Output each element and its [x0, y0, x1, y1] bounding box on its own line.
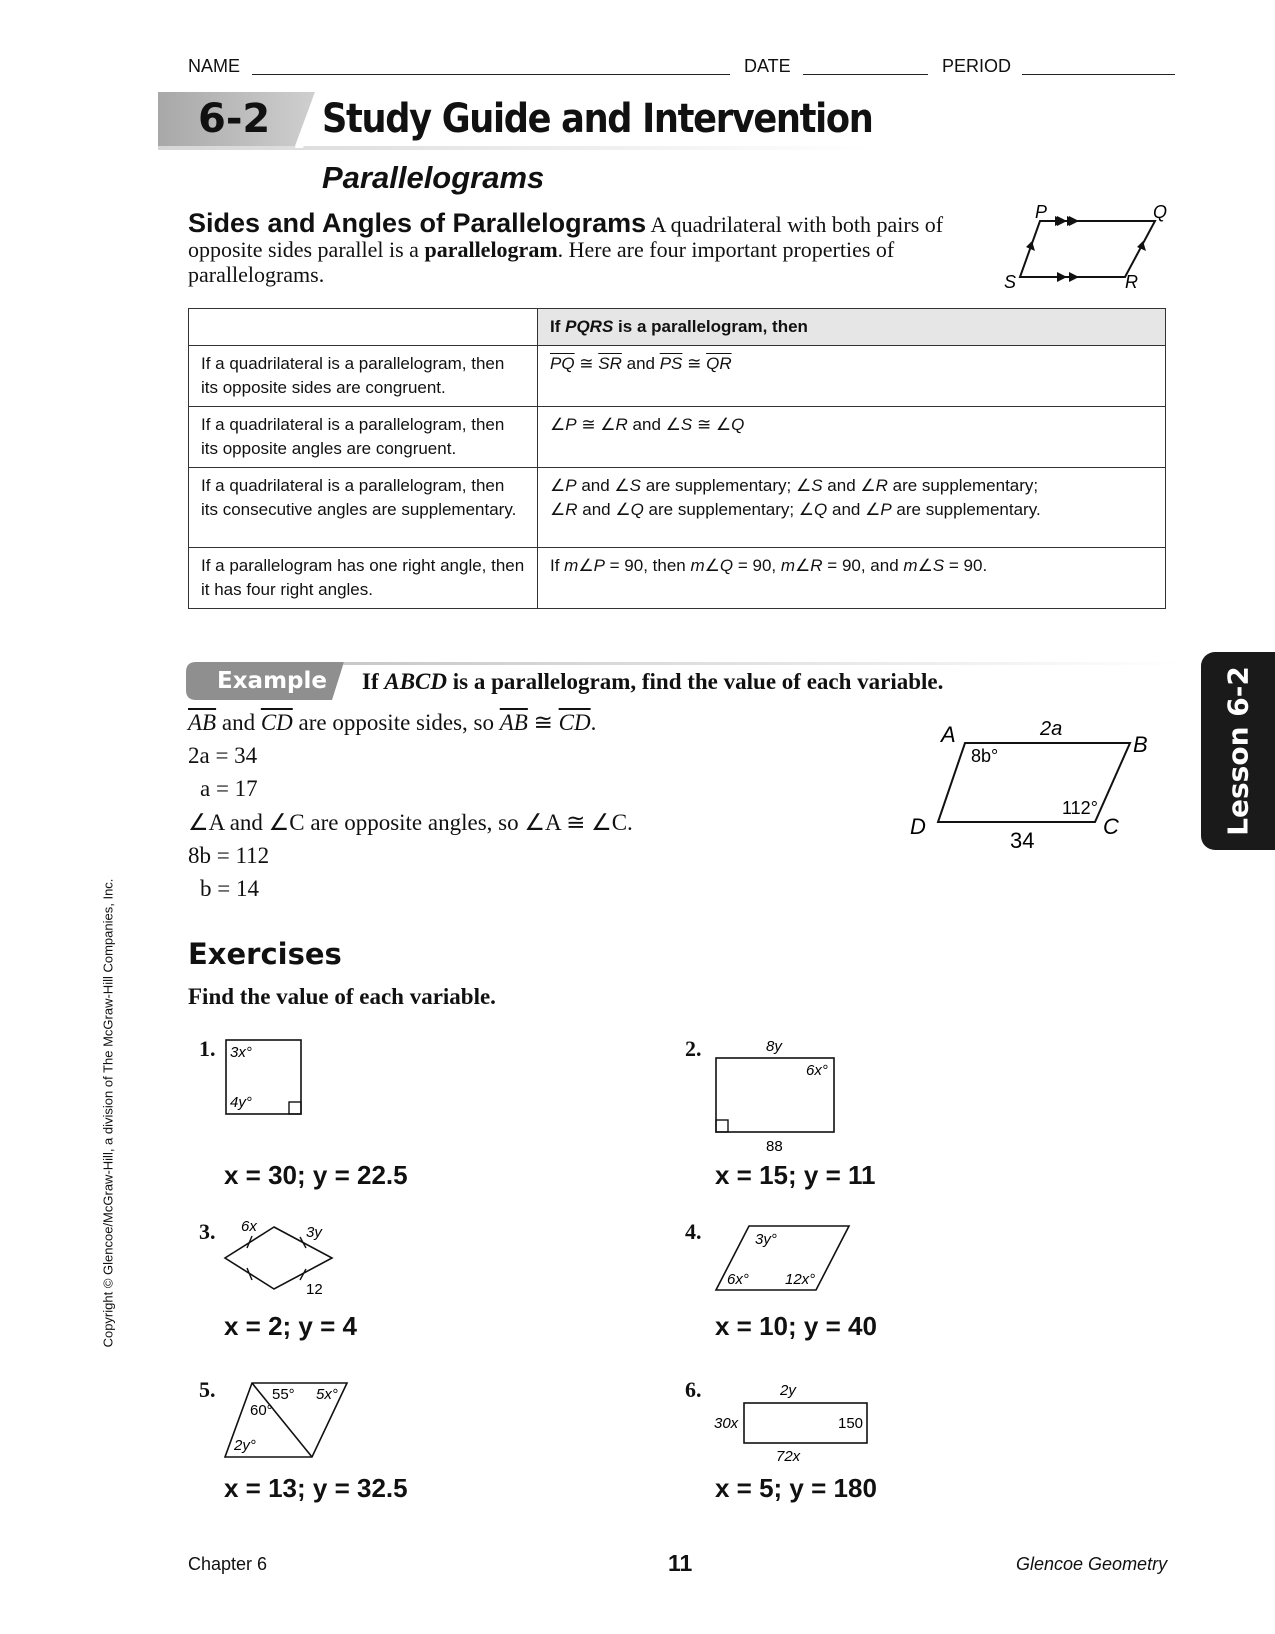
exercise-number: 4.	[685, 1219, 702, 1244]
svg-text:12: 12	[306, 1281, 323, 1298]
exercise-4-figure	[712, 1220, 857, 1295]
lesson-side-tab	[1201, 652, 1275, 850]
table-row	[189, 548, 1166, 609]
page-subtitle: Parallelograms	[322, 160, 545, 195]
exercise-number: 5.	[199, 1377, 216, 1402]
exercise-number: 3.	[199, 1219, 216, 1244]
intro-paragraph	[188, 208, 958, 287]
svg-text:3x°: 3x°	[230, 1044, 252, 1061]
result-cell: ∠P ≅ ∠R and ∠S ≅ ∠Q	[538, 407, 1166, 468]
label-112: 112°	[1062, 798, 1098, 818]
svg-text:3y°: 3y°	[755, 1231, 777, 1248]
exercise-answer: x = 30; y = 22.5	[224, 1160, 408, 1190]
exercise-answer: x = 5; y = 180	[715, 1473, 877, 1503]
svg-text:60°: 60°	[250, 1402, 273, 1419]
period-line	[1022, 74, 1175, 75]
example-step: ∠A and ∠C are opposite angles, so ∠A ≅ ∠C.	[188, 810, 633, 835]
exercise-number: 6.	[685, 1377, 702, 1402]
exercise-6-figure	[712, 1375, 872, 1465]
example-step: a = 17	[200, 776, 258, 801]
name-label: NAME	[188, 56, 241, 76]
svg-text:2y°: 2y°	[234, 1437, 256, 1454]
svg-text:8y: 8y	[766, 1038, 782, 1055]
svg-text:6x°: 6x°	[806, 1062, 828, 1079]
result-cell: $\overline{PQ}$ ≅ $\overline{SR}$ and $\overline{PS}$ ≅ $\overline{QR}$	[538, 346, 1166, 407]
footer-book-title: Glencoe Geometry	[1016, 1554, 1168, 1574]
example-line-1: $\overline{AB}$ and $\overline{CD}$ are opposite sides, so $\overline{AB}$ ≅ $\overline{CD}$.	[188, 710, 597, 735]
svg-text:6x: 6x	[241, 1218, 257, 1235]
footer-chapter: Chapter 6	[188, 1554, 268, 1574]
svg-text:72x: 72x	[776, 1448, 801, 1465]
svg-text:4y°: 4y°	[230, 1094, 252, 1111]
svg-text:30x: 30x	[714, 1415, 739, 1432]
example-step: 8b = 112	[188, 843, 270, 868]
svg-text:6x°: 6x°	[727, 1271, 749, 1288]
label-b: B	[1133, 732, 1148, 757]
table-row	[189, 468, 1166, 548]
exercise-number: 1.	[199, 1036, 216, 1061]
label-c: C	[1103, 814, 1119, 839]
exercise-2-figure	[712, 1033, 842, 1158]
property-cell: If a quadrilateral is a parallelogram, then its consecutive angles are supplementary.	[189, 468, 538, 548]
result-cell: ∠P and ∠S are supplementary; ∠S and ∠R are supplementary; ∠R and ∠Q are supplementary; ∠Q and ∠P are supplementary.	[538, 468, 1166, 548]
exercise-1-figure	[222, 1035, 312, 1120]
abcd-figure	[905, 710, 1155, 860]
svg-text:2y: 2y	[780, 1382, 796, 1399]
copyright-notice: Copyright © Glencoe/McGraw-Hill, a division of The McGraw-Hill Companies, Inc.	[100, 878, 116, 1348]
svg-text:12x°: 12x°	[785, 1271, 816, 1288]
name-line	[252, 74, 730, 75]
svg-text:88: 88	[766, 1138, 783, 1155]
label-s: S	[1004, 272, 1017, 290]
exercises-instruction: Find the value of each variable.	[188, 984, 496, 1009]
footer-page-number: 11	[668, 1550, 693, 1576]
label-2a: 2a	[1040, 718, 1063, 740]
example-step: 2a = 34	[188, 743, 258, 768]
exercise-answer: x = 15; y = 11	[715, 1160, 876, 1190]
example-step: b = 14	[200, 876, 259, 901]
label-r: R	[1125, 272, 1138, 290]
property-cell: If a quadrilateral is a parallelogram, then its opposite angles are congruent.	[189, 407, 538, 468]
exercise-5-figure	[222, 1378, 352, 1463]
svg-text:5x°: 5x°	[316, 1386, 338, 1403]
table-header-empty	[189, 309, 538, 346]
intro-text: A quadrilateral with both pairs of opposite sides parallel is a	[188, 212, 944, 262]
table-header: If PQRS is a parallelogram, then	[538, 309, 1166, 346]
table-row	[189, 346, 1166, 407]
example-tab: Example	[217, 668, 327, 694]
exercise-number: 2.	[685, 1036, 702, 1061]
table-header-row	[189, 309, 1166, 346]
svg-text:150: 150	[838, 1415, 864, 1432]
exercises-heading: Exercises	[188, 937, 342, 971]
label-34: 34	[1010, 828, 1035, 853]
svg-text:3y: 3y	[306, 1224, 322, 1241]
intro-term: parallelogram	[424, 237, 558, 262]
lesson-side-tab-label: Lesson 6-2	[1221, 666, 1255, 836]
lesson-number: 6-2	[198, 96, 271, 142]
exercise-answer: x = 2; y = 4	[224, 1311, 357, 1341]
period-label: PERIOD	[942, 56, 1012, 76]
label-q: Q	[1153, 205, 1168, 222]
label-8b: 8b°	[971, 746, 999, 766]
label-d: D	[910, 814, 926, 839]
property-cell: If a quadrilateral is a parallelogram, then its opposite sides are congruent.	[189, 346, 538, 407]
example-prompt: If ABCD is a parallelogram, find the value of each variable.	[362, 669, 944, 694]
exercise-3-figure	[222, 1218, 342, 1303]
date-line	[803, 74, 928, 75]
label-p: P	[1035, 205, 1048, 222]
exercise-answer: x = 13; y = 32.5	[224, 1473, 408, 1503]
pqrs-figure	[995, 205, 1175, 290]
intro-text-after: . Here are four important properties of parallelograms.	[188, 237, 895, 287]
table-row	[189, 407, 1166, 468]
date-label: DATE	[744, 56, 791, 76]
property-cell: If a parallelogram has one right angle, then it has four right angles.	[189, 548, 538, 609]
properties-table	[188, 308, 1166, 609]
result-cell: If m∠P = 90, then m∠Q = 90, m∠R = 90, and m∠S = 90.	[538, 548, 1166, 609]
svg-text:55°: 55°	[272, 1386, 295, 1403]
page-title: Study Guide and Intervention	[322, 96, 873, 142]
intro-heading: Sides and Angles of Parallelograms	[188, 208, 647, 238]
exercise-answer: x = 10; y = 40	[715, 1311, 877, 1341]
label-a: A	[941, 722, 956, 747]
